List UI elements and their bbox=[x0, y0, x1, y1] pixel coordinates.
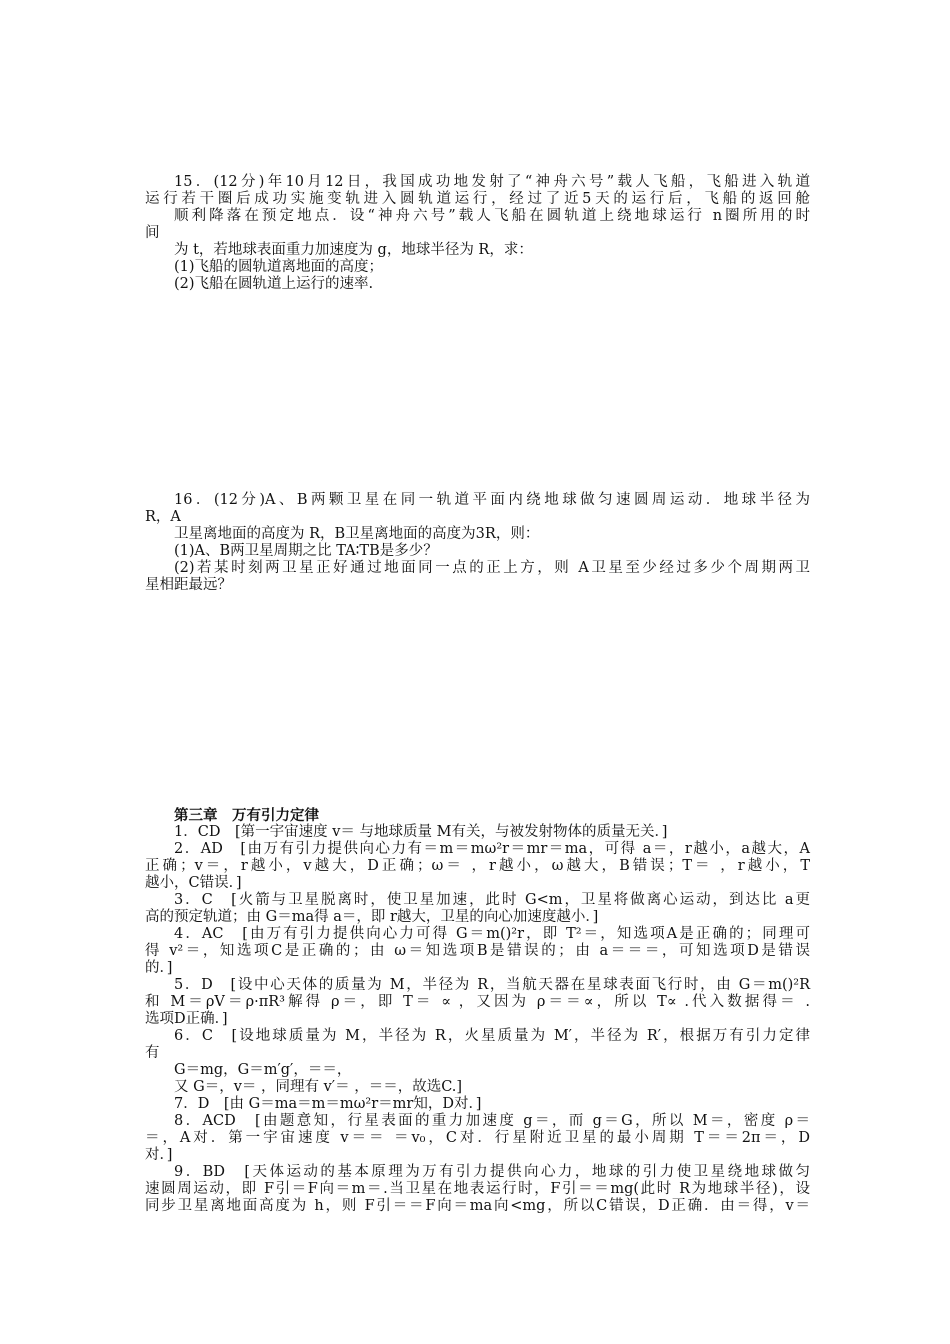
question-15 bbox=[145, 174, 810, 293]
answer-line: 得 v²＝，知选项C是正确的；由 ω＝知选项B是错误的；由 a＝＝＝，可知选项D是错误 bbox=[145, 943, 810, 959]
answer-line: 和 M＝ρV＝ρ·πR³解得 ρ＝，即 T＝ ∝ ，又因为 ρ＝＝∝，所以 T∝ .代入数据得＝ . bbox=[145, 994, 810, 1010]
q16-line: 卫星离地面的高度为 R，B卫星离地面的高度为3R，则： bbox=[174, 526, 540, 542]
answer-line: 7．D [由 G＝ma＝m＝mω²r＝mr知，D对．] bbox=[174, 1096, 482, 1112]
question-16 bbox=[145, 492, 810, 594]
answer-line: 又 G＝，v＝ ，同理有 v′＝ ，＝＝，故选C.] bbox=[174, 1079, 463, 1095]
answer-line: 5．D [设中心天体的质量为 M，半径为 R，当航天器在星球表面飞行时，由 G＝m()²R bbox=[174, 977, 810, 993]
answer-line: 同步卫星离地面高度为 h，则 F引＝＝F向＝ma向<mg，所以C错误，D正确．由＝得，v＝ bbox=[145, 1198, 810, 1214]
q16-line: 星相距最远？ bbox=[145, 577, 232, 593]
document-page bbox=[145, 0, 810, 1344]
answer-line: 选项D正确．] bbox=[145, 1011, 228, 1027]
q15-line: 15．(12分)年10月12日，我国成功地发射了“神舟六号”载人飞船，飞船进入轨道 bbox=[174, 174, 810, 190]
chapter-heading: 第三章 万有引力定律 bbox=[174, 807, 319, 824]
q16-line: (2)若某时刻两卫星正好通过地面同一点的正上方，则 A卫星至少经过多少个周期两卫 bbox=[174, 560, 810, 576]
q15-line: 顺利降落在预定地点．设“神舟六号”载人飞船在圆轨道上绕地球运行 n圈所用的时 bbox=[174, 208, 810, 224]
answer-line: 8．ACD [由题意知，行星表面的重力加速度 g＝，而 g＝G，所以 M＝，密度 ρ＝ bbox=[174, 1113, 810, 1129]
answer-line: 正确；v＝，r越小，v越大，D正确；ω＝ ，r越小，ω越大，B错误；T＝ ，r越小，T bbox=[145, 858, 810, 874]
answer-line: 3．C [火箭与卫星脱离时，使卫星加速，此时 G<m，卫星将做离心运动，到达比 a更 bbox=[174, 892, 810, 908]
answer-line: 4．AC [由万有引力提供向心力可得 G＝m()²r，即 T²＝，知选项A是正确的；同理可 bbox=[174, 926, 810, 942]
answer-line: 速圆周运动，即 F引＝F向＝m＝.当卫星在地表运行时，F引＝＝mg(此时 R为地球半径)，设 bbox=[145, 1181, 810, 1197]
answer-line: G＝mg，G＝m′g′，＝＝， bbox=[174, 1062, 352, 1078]
answer-line: 高的预定轨道；由 G＝ma得 a＝，即 r越大，卫星的向心加速度越小．] bbox=[145, 909, 599, 925]
q15-line: 为 t，若地球表面重力加速度为 g，地球半径为 R，求： bbox=[174, 242, 533, 258]
answer-line: ＝，A对．第一宇宙速度 v＝＝ ＝v₀，C对．行星附近卫星的最小周期 T＝＝2π＝，D bbox=[145, 1130, 810, 1146]
q15-line: (2)飞船在圆轨道上运行的速率. bbox=[174, 276, 374, 292]
answer-line: 2．AD [由万有引力提供向心力有＝m＝mω²r＝mr＝ma，可得 a＝，r越小，a越大，A bbox=[174, 841, 810, 857]
answers-section bbox=[145, 807, 810, 1215]
answer-line: 的．] bbox=[145, 960, 173, 976]
answer-line: 越小，C错误．] bbox=[145, 875, 242, 891]
q15-line: (1)飞船的圆轨道离地面的高度； bbox=[174, 259, 384, 275]
answer-line: 9．BD [天体运动的基本原理为万有引力提供向心力，地球的引力使卫星绕地球做匀 bbox=[174, 1164, 810, 1180]
answer-line: 对．] bbox=[145, 1147, 173, 1163]
q15-line: 运行若干圈后成功实施变轨进入圆轨道运行，经过了近5天的运行后，飞船的返回舱 bbox=[145, 191, 810, 207]
answer-line: 6．C [设地球质量为 M，半径为 R，火星质量为 M′，半径为 R′，根据万有引力定律 bbox=[174, 1028, 810, 1044]
q15-line: 间 bbox=[145, 225, 160, 241]
q16-line: (1)A、B两卫星周期之比 TA∶TB是多少？ bbox=[174, 543, 438, 559]
q16-line: R，A bbox=[145, 509, 181, 525]
q16-line: 16．(12分)A、B两颗卫星在同一轨道平面内绕地球做匀速圆周运动．地球半径为 bbox=[174, 492, 810, 508]
answer-line: 1．CD [第一宇宙速度 v＝ 与地球质量 M有关，与被发射物体的质量无关．] bbox=[174, 824, 668, 840]
answer-line: 有 bbox=[145, 1045, 160, 1061]
